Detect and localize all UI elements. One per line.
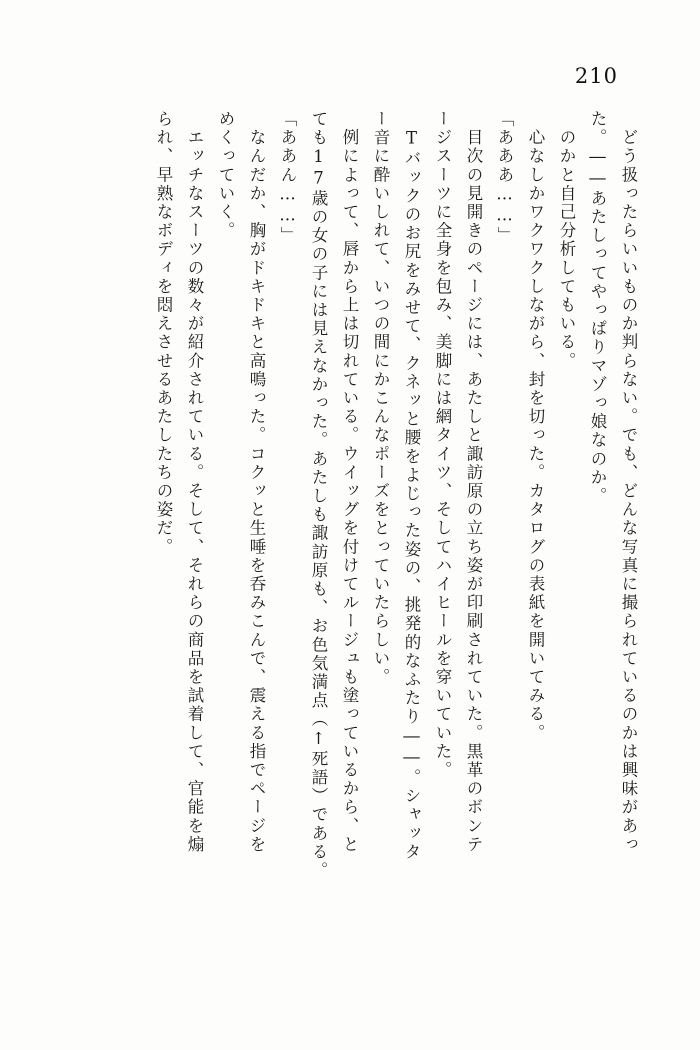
text-line: ー音に酔いしれて、いつの間にかこんなポーズをとっていたらしい。 [371, 110, 390, 687]
text-line: 例によって、唇から上は切れている。ウイッグを付けてルージュも塗っているから、と [340, 110, 359, 854]
text-line: られ、早熟なボディを悶えさせるあたしたちの姿だ。 [154, 110, 173, 557]
text-line: 心なしかワクワクしながら、封を切った。カタログの表紙を開いてみる。 [526, 110, 545, 743]
text-line: 「ああん……」 [278, 110, 297, 246]
text-line: めくっていく。 [216, 110, 235, 241]
text-line: なんだか、胸がドキドキと高鳴った。コクッと生唾を呑みこんで、震える指でページを [247, 110, 266, 854]
text-line: ても17歳の女の子には見えなかった。あたしも諏訪原も、お色気満点（↑死語）である。 [309, 110, 328, 881]
text-line: エッチなスーツの数々が紹介されている。そして、それらの商品を試着して、官能を煽 [185, 110, 204, 854]
text-line: どう扱ったらいいものか判らない。でも、どんな写真に撮られているのかは興味があっ [619, 110, 638, 854]
text-line: た。――あたしってやっぱりマゾっ娘なのか。 [588, 110, 607, 506]
page-text-body [48, 110, 636, 1010]
text-line: のかと自己分析してもいる。 [557, 110, 576, 371]
text-line: Tバックのお尻をみせて、クネッと腰をよじった姿の、挑発的なふたり――。シャッタ [402, 110, 421, 862]
text-line: ージスーツに全身を包み、美脚には網タイツ、そしてハイヒールを穿いていた。 [433, 110, 452, 780]
text-line: 「あああ……」 [495, 110, 514, 246]
text-line: 目次の見開きのページには、あたしと諏訪原の立ち姿が印刷されていた。黒革のボンテ [464, 110, 483, 854]
page-number: 210 [574, 64, 618, 88]
